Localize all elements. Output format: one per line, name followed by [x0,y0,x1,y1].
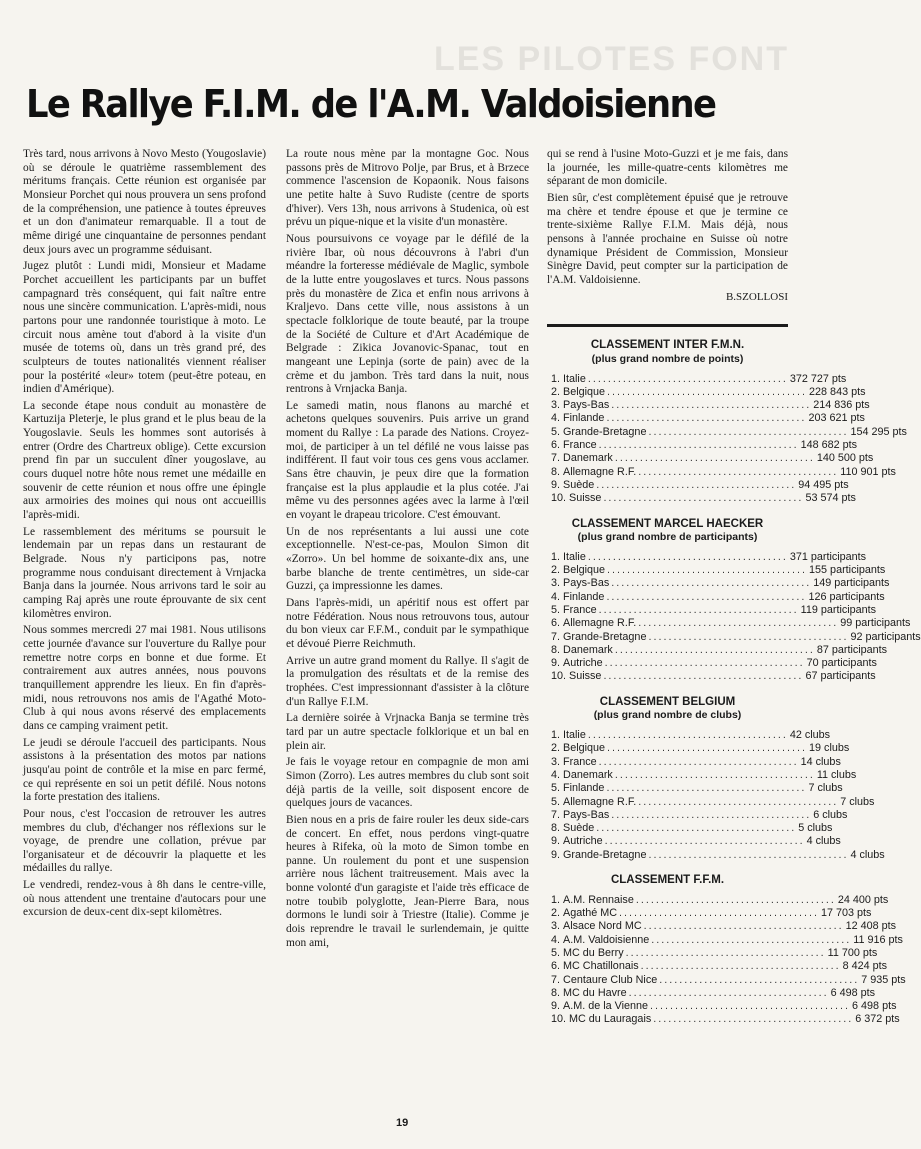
rank-number: 5. [551,946,561,959]
score-value: 6 498 pts [852,1000,897,1013]
score-value: 19 clubs [809,742,850,755]
entrant-name: Suisse [569,492,602,505]
paragraph: Très tard, nous arrivons à Novo Mesto (Yougoslavie) où se déroule le quatrième rassemblement des méritums français. Cette réunion est organisée par Monsieur Porchet qui nous prouvera un sens profond de la compréhension, une patience à toutes épreuves et un don d'animateur remarquable. Il a tout de même dirigé une cinquantaine de personnes pendant deux jours avec un programme séduisant. [23,148,266,256]
leader-dots: ........................................ [598,755,799,768]
paragraph: Je fais le voyage retour en compagnie de mon ami Simon (Zorro). Les autres membres du club sont soit déjà partis de la veille, soit disposent encore de quelques jours de vacances. [286,756,529,810]
entrant-name: Belgique [563,385,606,398]
ranking-row [547,643,888,657]
leader-dots: ........................................ [611,399,812,412]
leader-dots: ........................................ [659,973,860,986]
rank-number: 4. [551,412,561,425]
score-value: 203 621 pts [808,412,865,425]
rank-number: 9. [551,1000,561,1013]
entrant-name: A.M. Valdoisienne [563,933,650,946]
ranking-row [547,670,876,683]
rank-number: 4. [551,590,561,603]
score-value: 99 participants [840,617,911,630]
leader-dots: ........................................ [640,960,841,973]
leader-dots: ........................................ [611,808,812,821]
leader-dots: ........................................ [603,670,804,683]
rank-number: 8. [551,822,561,835]
rank-number: 8. [551,986,561,999]
section-divider [547,324,788,327]
rank-number: 7. [551,630,561,643]
leader-dots: ........................................ [607,742,808,755]
ranking-row [547,492,856,505]
ranking-row [547,465,896,479]
leader-dots: ........................................ [607,385,808,398]
score-value: 5 clubs [798,822,833,835]
rank-number: 5. [551,604,561,616]
score-value: 67 participants [805,670,876,683]
leader-dots: ........................................ [604,835,805,848]
article-column-1 [23,148,266,923]
ranking-subtitle: (plus grand nombre de clubs) [593,709,742,722]
leader-dots: ........................................ [606,412,807,425]
paragraph: La dernière soirée à Vrjnacka Banja se termine très tard par un autre spectacle folklorique et un bal en plein air. [286,712,529,752]
entrant-name: Allemagne R.F. [563,795,637,808]
leader-dots: ........................................ [598,439,799,452]
leader-dots: ........................................ [604,657,805,670]
leader-dots: ........................................ [587,550,788,563]
score-value: 17 703 pts [821,907,872,920]
ranking-row [547,412,865,425]
ranking-row [547,782,843,795]
ranking-row [547,604,877,617]
ranking-row [547,452,874,465]
ranking-row [547,755,841,769]
article-title: Le Rallye F.I.M. de l'A.M. Valdoisienne [26,82,716,126]
paragraph: Dans l'après-midi, un apéritif nous est offert par notre Fédération. Nous nous retrouvons tous, autour du bon vieux car F.F.M., conduit par le sympathique et dévoué Pierre Reichmuth. [286,597,529,650]
leader-dots: ........................................ [587,372,788,385]
entrant-name: Alsace Nord MC [563,920,642,933]
score-value: 7 935 pts [861,973,906,986]
score-value: 110 901 pts [840,465,896,478]
paragraph: Jugez plutôt : Lundi midi, Monsieur et Madame Porchet accueillent les participants par un buffet campagnard très conséquent, qui fait naître entre nous une sincère communication. L'après-midi, nous partons pour une randonnée touristique à moto. Le circuit nous amène tout d'abord à la visite d'un musée de totems où, dans un très grand pré, des sculpteurs de toutes nationalités viennent réaliser pour la postérité «leur» totem (peut-être poteau, en indien d'Amérique). [23,260,266,396]
ranking-title: CLASSEMENT BELGIUM [599,695,736,708]
entrant-name: Allemagne R.F. [563,617,637,630]
entrant-name: Italie [563,550,586,563]
leader-dots: ........................................ [638,795,839,808]
leader-dots: ........................................ [598,604,799,616]
ranking-title: CLASSEMENT INTER F.M.N. [590,339,745,352]
score-value: 12 408 pts [845,920,897,933]
entrant-name: Agathé MC [563,907,618,920]
score-value: 372 727 pts [789,372,847,385]
score-value: 8 424 pts [842,960,888,973]
leader-dots: ........................................ [614,768,815,781]
paragraph: Nous sommes mercredi 27 mai 1981. Nous utilisons cette journée d'avance sur l'ouverture du Rallye pour remettre notre corps en bonne et due forme. Et contrairement aux autres années, nous pouvons tranquillement apprendre les lieux. En fin d'après-midi, nous retrouvons nos amis de l'Agathé Moto-Club à qui nous avons réservé des emplacements dans ce camping vraiment petit. [23,624,266,732]
entrant-name: Italie [563,729,586,742]
rank-number: 7. [551,973,561,986]
ranking-row [547,1000,897,1013]
score-value: 4 clubs [850,848,885,861]
entrant-name: A.M. de la Vienne [563,1000,649,1013]
article-column-2 [286,148,529,953]
entrant-name: France [563,755,597,768]
entrant-name: Pays-Bas [563,577,610,590]
leader-dots: ........................................ [606,782,807,795]
entrant-name: MC du Berry [563,946,624,959]
score-value: 140 500 pts [816,452,874,465]
rank-number: 1. [551,372,561,385]
rank-number: 9. [551,478,561,491]
score-value: 228 843 pts [809,385,866,398]
entrant-name: Danemark [563,643,613,656]
score-value: 119 participants [800,604,877,616]
leader-dots: ........................................ [603,492,804,505]
entrant-name: Danemark [563,768,613,781]
score-value: 154 295 pts [850,425,907,438]
rank-number: 3. [551,577,561,590]
ranking-row [547,657,877,670]
rank-number: 4. [551,933,561,946]
ranking-row [547,742,850,755]
rank-number: 7. [551,808,561,821]
leader-dots: ........................................ [614,643,815,656]
entrant-name: Italie [563,372,586,385]
paragraph: La seconde étape nous conduit au monastère de Kartuzija Pleterje, le plus grand et le plus beau de la Yougoslavie. Seuls les hommes sont autorisés à entrer (Ordre des Chartreux oblige). Cette excursion prend fin par un succulent dîner yougoslave, au cours duquel notre hôte nous remet une médaille en souvenir de cette réunion et nous offre une épingle aux armoiries des moines qui nous ont accueillis l'après-midi. [23,399,266,522]
score-value: 11 916 pts [853,933,903,946]
rank-number: 5. [551,425,561,438]
ranking-subtitle: (plus grand nombre de points) [591,352,744,365]
paragraph: Le jeudi se déroule l'accueil des participants. Nous assistons à la présentation des motos par nations jusqu'au point de contrôle et la mise en parc fermé, ce qui représente en soi un petit défilé. Nous notons la forte prestation des italiens. [23,736,266,804]
ranking-row [547,1013,900,1026]
score-value: 126 participants [808,590,885,603]
paragraph: Bien sûr, c'est complètement épuisé que je retrouve ma chère et tendre épouse et que je termine ce trente-sixième Rallye F.I.M. Mais déjà, nous pensons à l'année prochaine en Suisse où notre dynamique Président de Commission, Monsieur Sinègre David, peut compter sur la participation de l'A.M. Valdoisienne. [547,191,788,286]
ranking-row [547,729,831,742]
rank-number: 8. [551,643,561,656]
score-value: 11 clubs [816,768,857,781]
page-number: 19 [396,1117,409,1129]
score-value: 149 participants [813,577,890,590]
rank-number: 6. [551,960,561,973]
ranking-row [547,920,897,933]
rank-number: 5. [551,782,561,795]
ranking-subtitle: (plus grand nombre de participants) [577,531,758,544]
entrant-name: Pays-Bas [563,399,610,412]
score-value: 24 400 pts [837,893,889,906]
leader-dots: ........................................ [619,907,820,920]
score-value: 53 574 pts [805,492,856,505]
ranking-row [547,986,876,1000]
entrant-name: Suède [563,478,595,491]
entrant-name: France [563,439,597,452]
ranking-row [547,590,885,604]
leader-dots: ........................................ [596,822,797,835]
score-value: 11 700 pts [827,946,878,959]
score-value: 87 participants [816,643,888,656]
score-value: 94 495 pts [798,478,849,491]
entrant-name: Allemagne R.F. [563,465,637,478]
leader-dots: ........................................ [638,617,839,630]
leader-dots: ........................................ [611,577,812,590]
score-value: 7 clubs [808,782,843,795]
leader-dots: ........................................ [638,465,839,478]
ranking-row [547,946,878,960]
rank-number: 1. [551,550,561,563]
rank-number: 10. [551,670,567,683]
ranking-row [547,960,888,973]
entrant-name: Belgique [563,564,606,577]
rank-number: 9. [551,848,561,861]
entrant-name: Autriche [563,657,603,670]
rank-number: 3. [551,755,561,768]
rank-number: 3. [551,399,561,412]
ranking-row [547,808,848,822]
entrant-name: Grande-Bretagne [563,630,647,643]
rank-number: 9. [551,835,561,848]
leader-dots: ........................................ [643,920,844,933]
rank-number: 2. [551,564,561,577]
score-value: 42 clubs [789,729,831,742]
rank-number: 6. [551,439,561,452]
entrant-name: MC Chatillonais [563,960,639,973]
leader-dots: ........................................ [650,1000,851,1013]
ranking-row [547,385,866,399]
ranking-row [547,564,886,577]
ranking-row [547,617,911,630]
ranking-row [547,973,906,987]
rank-number: 3. [551,920,561,933]
ranking-row [547,372,847,386]
score-value: 70 participants [806,657,877,670]
score-value: 371 participants [789,550,867,563]
entrant-name: A.M. Rennaise [563,893,634,906]
entrant-name: Belgique [563,742,606,755]
score-value: 4 clubs [806,835,841,848]
entrant-name: Pays-Bas [563,808,610,821]
leader-dots: ........................................ [651,933,852,946]
score-value: 155 participants [809,564,886,577]
leader-dots: ........................................ [607,564,808,577]
ranking-title: CLASSEMENT F.F.M. [610,874,725,887]
ranking-row [547,848,885,862]
ranking-row [547,933,903,947]
entrant-name: Finlande [563,590,605,603]
entrant-name: Suède [563,822,595,835]
entrant-name: Finlande [563,412,605,425]
entrant-name: MC du Lauragais [569,1013,652,1026]
score-value: 6 372 pts [855,1013,900,1026]
rank-number: 1. [551,893,561,906]
rank-number: 8. [551,465,561,478]
paragraph: Le rassemblement des méritums se poursuit le lendemain par un repas dans un restaurant de Belgrade. Nous n'y participons pas, notre programme nous conduisant directement à Vrnjacka Banja dans la journée. Nous arrivons tard le soir au camping Raj après une route éprouvante de six cent kilomètres environ. [23,525,266,620]
leader-dots: ........................................ [625,946,826,959]
author-signature: B.SZOLLOSI [725,290,788,303]
leader-dots: ........................................ [587,729,788,742]
score-value: 214 836 pts [813,399,870,412]
entrant-name: Autriche [563,835,603,848]
ranking-row [547,768,857,782]
paragraph: Arrive un autre grand moment du Rallye. Il s'agit de la promulgation des résultats et de la remise des trophées. C'est impressionnant d'assister à la clôture d'un Rallye F.I.M. [286,654,529,708]
rank-number: 2. [551,385,561,398]
rank-number: 4. [551,768,561,781]
ranking-row [547,577,890,590]
ranking-row [547,630,921,644]
ranking-row [547,893,889,907]
rank-number: 2. [551,742,561,755]
entrant-name: Danemark [563,452,613,465]
rank-number: 2. [551,907,561,920]
leader-dots: ........................................ [648,425,849,438]
entrant-name: MC du Havre [563,986,627,999]
ranking-row [547,795,875,809]
score-value: 14 clubs [800,755,841,768]
ranking-row [547,907,872,920]
entrant-name: Finlande [563,782,605,795]
paragraph: qui se rend à l'usine Moto-Guzzi et je me fais, dans la journée, les mille-quatre-cents kilomètres me séparant de mon domicile. [547,148,788,188]
rank-number: 10. [551,1013,567,1026]
leader-dots: ........................................ [606,590,807,603]
entrant-name: Grande-Bretagne [563,425,647,438]
rankings-section [547,339,921,1026]
leader-dots: ........................................ [653,1013,854,1026]
leader-dots: ........................................ [635,893,836,906]
score-value: 92 participants [850,630,921,643]
entrant-name: Suisse [569,670,602,683]
ranking-row [547,835,841,848]
rank-number: 1. [551,729,561,742]
rank-number: 5. [551,795,561,808]
background-ghost-headline: LES PILOTES FONT [433,40,789,78]
leader-dots: ........................................ [596,478,797,491]
ranking-row [547,550,867,564]
ranking-title: CLASSEMENT MARCEL HAECKER [571,517,764,530]
paragraph: Le samedi matin, nous flanons au marché et achetons quelques souvenirs. Puis arrive un grand moment du Rallye : La parade des Nations. Croyez-moi, de participer à un tel défilé ne vous laisse pas indifférent. Il faut voir tous ces gens vous acclamer. Sans être chauvin, je peux dire que la formation française est la plus applaudie et la plus cotée. J'ai même vu des personnes agées avec la larme à l'œil en voyant le drapeau tricolore. C'est émouvant. [286,399,529,522]
score-value: 148 682 pts [800,439,858,452]
leader-dots: ........................................ [648,630,849,643]
score-value: 6 clubs [813,808,848,821]
ranking-row [547,478,849,492]
paragraph: Un de nos représentants a lui aussi une cote exceptionnelle. N'est-ce-pas, Moulon Simon dit «Zorro». Un bel homme de soixante-dix ans, une barbe blanche de trente centimètres, un side-car Guzzi, ça impressionne les dames. [286,525,529,593]
paragraph: Le vendredi, rendez-vous à 8h dans le centre-ville, où nous attendent une trentaine d'autocars pour une excursion de deux-cent dix-sept kilomètres. [23,879,266,919]
rank-number: 10. [551,492,567,505]
ranking-row [547,822,833,835]
entrant-name: Centaure Club Nice [563,973,658,986]
article-column-3 [547,148,921,1027]
leader-dots: ........................................ [614,452,815,465]
leader-dots: ........................................ [648,848,849,861]
rank-number: 6. [551,617,561,630]
entrant-name: France [563,604,597,616]
ranking-row [547,399,870,412]
ranking-row [547,439,858,452]
rank-number: 9. [551,657,561,670]
ranking-row [547,425,907,439]
leader-dots: ........................................ [628,986,829,999]
entrant-name: Grande-Bretagne [563,848,647,861]
paragraph: La route nous mène par la montagne Goc. Nous passons près de Mitrovo Polje, par Brus, et à Brzece commence l'ascension de Kopaonik. Nous faisons une petite halte à Suvo Rudiste (centre de sports d'hiver). Vers 13h, nous arrivons à Studenica, où est prévu un pique-nique et la visite d'un monastère. [286,148,529,229]
score-value: 6 498 pts [830,986,876,999]
paragraph: Pour nous, c'est l'occasion de retrouver les autres membres du club, d'échanger nos réflexions sur le voyage, de prendre une collation, prévue par l'organisateur et de découvrir la plaquette et les médailles du rallye. [23,807,266,875]
score-value: 7 clubs [840,795,875,808]
paragraph: Nous poursuivons ce voyage par le défilé de la rivière Ibar, où nous découvrons à l'abri d'un méandre la forteresse médiévale de Maglic, symbole de la lutte entre yougoslaves et turcs. Nous passons près du monastère de Zica et enfin nous arrivons à Kraljevo. Dans cette ville, nous assistons à un spectacle folklorique de toute beauté, par la troupe de la Société de Culture et d'Art Académique de Belgrade : Zikica Jovanovic-Spanac, tout en mangeant une Lepinja (sorte de pain) avec de la crème et du jambon. Très tard dans la nuit, nous rentrons à Vrnjacka Banja. [286,232,529,396]
rank-number: 7. [551,452,561,465]
paragraph: Bien nous en a pris de faire rouler les deux side-cars de concert. En effet, nous perdons vingt-quatre heures à Rifeka, où la moto de Simon tombe en panne. Un roulement du pont et une suspension arrière nous lâchent traitreusement. Mais avec la bonne volonté d'un garagiste et l'aide très efficace de notre toubib polyglotte, Jean-Pierre Bara, nous dormons le lundi soir à Triestre (Italie). Comme je dois reprendre le travail le surlendemain, je quitte mon ami, [286,813,529,949]
